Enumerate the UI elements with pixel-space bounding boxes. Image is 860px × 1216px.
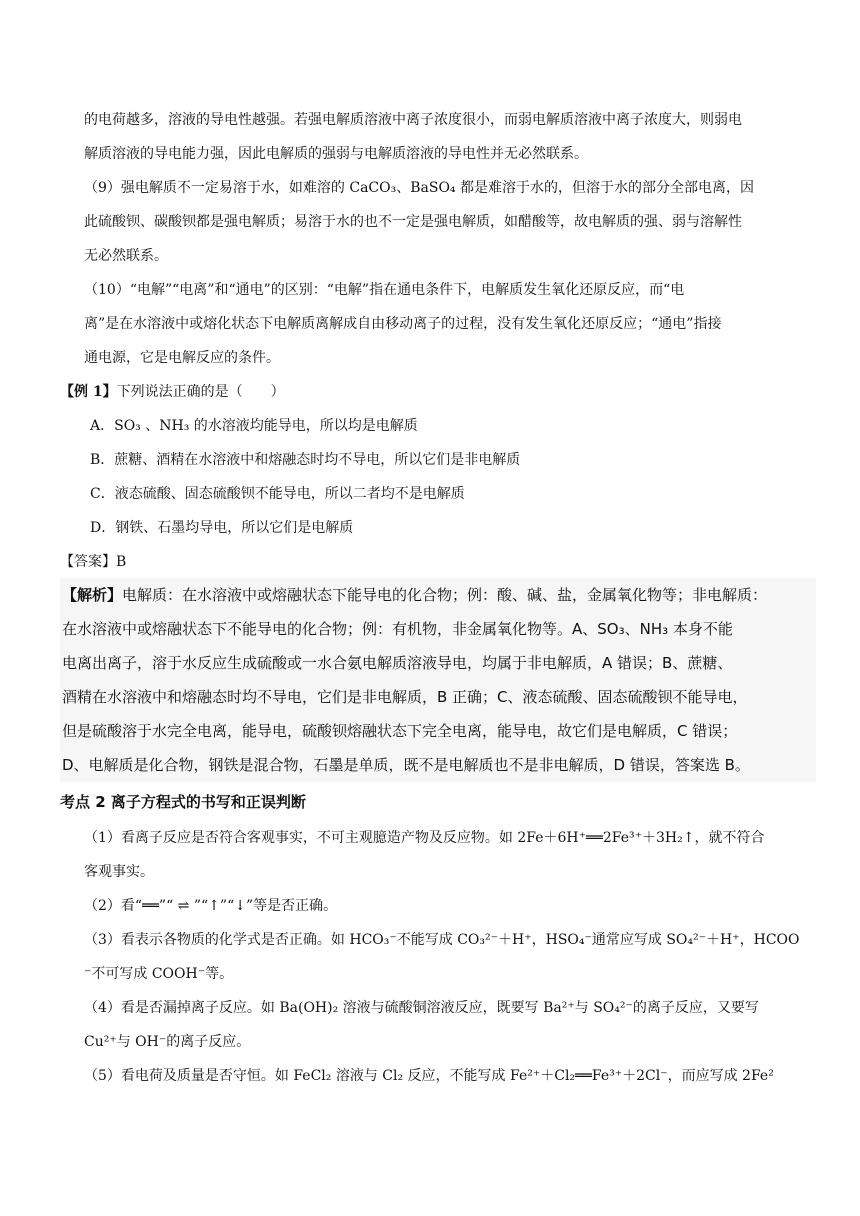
analysis-line: 电离出离子，溶于水反应生成硫酸或一水合氨电解质溶液导电，均属于非电解质，A 错误；B、蔗糖、 — [62, 654, 733, 672]
answer-label: 【答案】 — [60, 554, 116, 570]
option-b: B．蔗糖、酒精在水溶液中和熔融态时均不导电，所以它们是非电解质 — [90, 452, 521, 468]
section-heading: 考点 2 离子方程式的书写和正误判断 — [60, 793, 306, 811]
example-question-text: 下列说法正确的是（ ） — [116, 384, 285, 400]
analysis-line: 酒精在水溶液中和熔融态时均不导电，它们是非电解质，B 正确；C、液态硫酸、固态硫酸钡不能导电， — [62, 688, 748, 706]
rule-4-line: （4）看是否漏掉离子反应。如 Ba(OH)₂ 溶液与硫酸铜溶液反应，既要写 Ba²⁺与 SO₄²⁻的离子反应，又要写 — [84, 1000, 759, 1016]
answer-value: B — [116, 554, 127, 570]
rule-5-line: （5）看电荷及质量是否守恒。如 FeCl₂ 溶液与 Cl₂ 反应，不能写成 Fe²⁺＋Cl₂══Fe³⁺＋2Cl⁻，而应写成 2Fe² — [84, 1068, 774, 1084]
rule-3-line: （3）看表示各物质的化学式是否正确。如 HCO₃⁻不能写成 CO₃²⁻＋H⁺，HSO₄⁻通常应写成 SO₄²⁻＋H⁺，HCOO — [84, 932, 800, 948]
option-c: C．液态硫酸、固态硫酸钡不能导电，所以二者均不是电解质 — [90, 486, 465, 502]
rule-1-line: （1）看离子反应是否符合客观事实，不可主观臆造产物及反应物。如 2Fe＋6H⁺══2Fe³⁺＋3H₂↑，就不符合 — [84, 830, 765, 846]
analysis-line: D、电解质是化合物，钢铁是混合物，石墨是单质，既不是电解质也不是非电解质，D 错误，答案选 B。 — [62, 756, 750, 774]
option-a: A．SO₃ 、NH₃ 的水溶液均能导电，所以均是电解质 — [90, 418, 418, 434]
point-10-line: 通电源，它是电解反应的条件。 — [84, 350, 280, 366]
analysis-label: 【解析】 — [62, 586, 123, 604]
paragraph-line: 的电荷越多，溶液的导电性越强。若强电解质溶液中离子浓度很小，而弱电解质溶液中离子浓度大，则弱电 — [84, 112, 742, 128]
point-10-line: 离”是在水溶液中或熔化状态下电解质离解成自由移动离子的过程，没有发生氧化还原反应；“通电”指接 — [84, 316, 722, 332]
paragraph-line: 解质溶液的导电能力强，因此电解质的强弱与电解质溶液的导电性并无必然联系。 — [84, 146, 588, 162]
point-10-line: （10）“电解”“电离”和“通电”的区别：“电解”指在通电条件下，电解质发生氧化还原反应，而“电 — [84, 282, 685, 298]
example-label: 【例 1】 — [60, 384, 117, 400]
rule-2-line: （2）看“══”“ ⇌ ”“↑”“↓”等是否正确。 — [84, 898, 338, 914]
option-d: D．钢铁、石墨均导电，所以它们是电解质 — [90, 520, 354, 536]
point-9-line: （9）强电解质不一定易溶于水，如难溶的 CaCO₃、BaSO₄ 都是难溶于水的，但溶于水的部分全部电离，因 — [84, 180, 754, 196]
rule-3-line: ⁻不可写成 COOH⁻等。 — [84, 966, 234, 982]
point-9-line: 无必然联系。 — [84, 248, 168, 264]
example-question — [60, 375, 285, 409]
rule-4-line: Cu²⁺与 OH⁻的离子反应。 — [84, 1034, 251, 1050]
answer-line — [60, 545, 126, 579]
analysis-line: 【解析】电解质：在水溶液中或熔融状态下能导电的化合物；例：酸、碱、盐，金属氧化物等；非电解质： — [62, 586, 768, 604]
analysis-line: 在水溶液中或熔融状态下不能导电的化合物；例：有机物，非金属氧化物等。A、SO₃、NH₃ 本身不能 — [62, 620, 733, 638]
analysis-line: 但是硫酸溶于水完全电离，能导电，硫酸钡熔融状态下完全电离，能导电，故它们是电解质，C 错误； — [62, 722, 738, 740]
analysis-block — [60, 578, 816, 782]
point-9-line: 此硫酸钡、碳酸钡都是强电解质；易溶于水的也不一定是强电解质，如醋酸等，故电解质的强、弱与溶解性 — [84, 214, 742, 230]
rule-1-line: 客观事实。 — [84, 864, 154, 880]
